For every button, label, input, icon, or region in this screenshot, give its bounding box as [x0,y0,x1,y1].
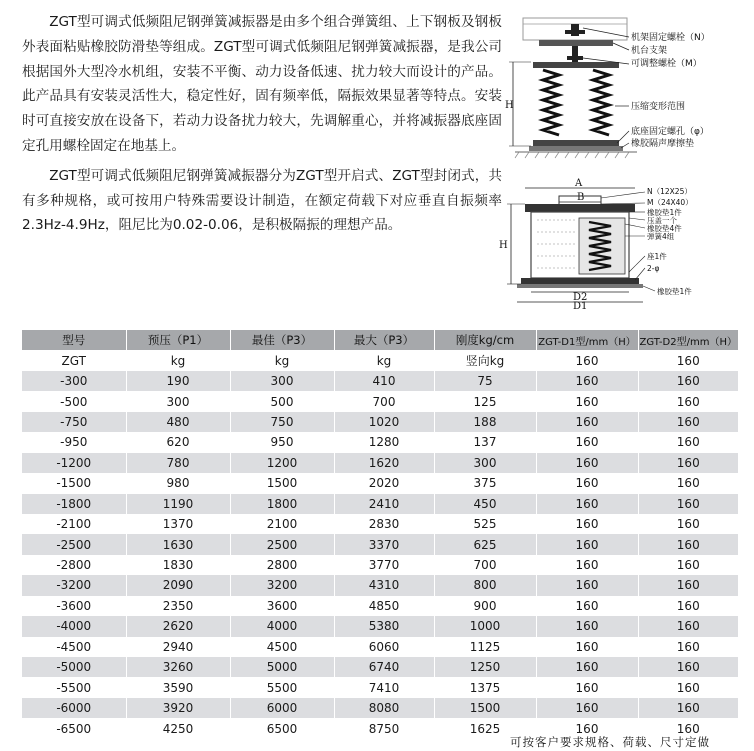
table-row [22,657,738,677]
table-cell: 1375 [434,677,536,697]
table-cell: 900 [434,596,536,616]
table-cell: 4250 [126,718,230,738]
table-cell: 700 [434,555,536,575]
table-cell: 160 [638,698,738,718]
closed-label-springs: 弹簧4组 [647,232,675,241]
table-cell: 160 [638,616,738,636]
table-cell: 160 [536,677,638,697]
table-row [22,698,738,718]
table-cell: 1625 [434,718,536,738]
header-max: 最大（P3） [334,330,434,350]
table-cell: 160 [536,657,638,677]
table-cell: -950 [22,432,126,452]
table-cell: 1020 [334,412,434,432]
table-cell: 375 [434,473,536,493]
table-cell: 8080 [334,698,434,718]
closed-label-bottom-rubber: 橡胶垫1件 [657,287,692,296]
table-row [22,371,738,391]
table-cell: 3260 [126,657,230,677]
table-cell: 160 [638,494,738,514]
table-cell: 160 [536,494,638,514]
table-cell: -2500 [22,534,126,554]
closed-label-holes: 2-φ [647,264,660,273]
spec-table [22,330,738,739]
table-cell: 300 [434,453,536,473]
table-cell: 4000 [230,616,334,636]
table-cell: 160 [638,657,738,677]
custom-order-note: 可按客户要求规格、荷载、尺寸定做 [510,735,710,749]
table-cell: 1280 [334,432,434,452]
table-cell: 160 [536,391,638,411]
table-cell: 1630 [126,534,230,554]
open-label-base-hole: 底座固定螺孔（φ） [631,127,709,137]
table-header-row [22,330,738,350]
table-cell: -1200 [22,453,126,473]
table-cell: 3770 [334,555,434,575]
closed-dim-d1: D1 [573,301,588,310]
table-cell: 800 [434,575,536,595]
table-cell: 160 [536,453,638,473]
closed-label-seat: 座1件 [647,252,667,261]
table-cell: 6060 [334,637,434,657]
table-cell: 160 [536,596,638,616]
table-cell: 950 [230,432,334,452]
table-cell: 2940 [126,637,230,657]
table-cell: 1125 [434,637,536,657]
table-row [22,616,738,636]
table-cell: 160 [638,473,738,493]
table-cell: 160 [536,575,638,595]
table-cell: 2020 [334,473,434,493]
table-cell: 125 [434,391,536,411]
header-optimal: 最佳（P3） [230,330,334,350]
open-label-compression-range: 压缩变形范围 [631,102,686,112]
table-cell: -2800 [22,555,126,575]
table-cell: 5500 [230,677,334,697]
table-cell: 410 [334,371,434,391]
table-cell: 160 [536,514,638,534]
table-cell: 6000 [230,698,334,718]
table-cell: 160 [638,514,738,534]
closed-label-rubber-4: 橡胶垫4件 [647,224,682,233]
table-cell: 1500 [230,473,334,493]
table-cell: 1000 [434,616,536,636]
table-row [22,534,738,554]
table-cell: 3590 [126,677,230,697]
table-cell: kg [334,350,434,370]
table-row [22,677,738,697]
table-cell: 160 [536,473,638,493]
table-cell: 2800 [230,555,334,575]
closed-type-isolator-diagram [497,176,737,310]
table-cell: 4310 [334,575,434,595]
table-cell: kg [230,350,334,370]
table-cell: kg [126,350,230,370]
table-cell: 160 [536,555,638,575]
open-type-isolator-diagram [505,16,737,164]
intro-paragraph-2: ZGT型可调式低频阻尼钢弹簧减振器分为ZGT型开启式、ZGT型封闭式，共有多种规格，或可按用户特殊需要设计制造，在额定荷载下对应垂直自振频率2.3Hz-4.9Hz，阻尼比为0.02-0.06，是积极隔振的理想产品。 [22,167,502,234]
table-row [22,514,738,534]
table-cell: 8750 [334,718,434,738]
table-cell: 750 [230,412,334,432]
table-cell: -6500 [22,718,126,738]
header-d2-height: ZGT-D2型/mm（H） [638,330,738,350]
table-cell: 780 [126,453,230,473]
table-cell: 2620 [126,616,230,636]
table-cell: 300 [126,391,230,411]
table-cell: 160 [536,637,638,657]
table-cell: -6000 [22,698,126,718]
header-model: 型号 [22,330,126,350]
table-cell: -5000 [22,657,126,677]
table-cell: 160 [536,698,638,718]
open-dim-h: H [505,100,514,111]
table-cell: -1800 [22,494,126,514]
closed-dim-h: H [499,240,508,251]
table-cell: 1250 [434,657,536,677]
table-cell: 620 [126,432,230,452]
table-cell: 160 [638,453,738,473]
intro-text [22,10,502,238]
table-cell: -2100 [22,514,126,534]
table-cell: -3200 [22,575,126,595]
open-label-adjust-bolt: 可调整螺栓（M） [631,59,702,69]
table-cell: 160 [638,596,738,616]
table-cell: 1800 [230,494,334,514]
table-cell: 160 [536,616,638,636]
table-cell: 75 [434,371,536,391]
table-cell: -750 [22,412,126,432]
table-cell: 2830 [334,514,434,534]
closed-dim-a: A [575,178,583,189]
header-preload: 预压（P1） [126,330,230,350]
table-cell: 6740 [334,657,434,677]
open-label-rubber-pad: 橡胶隔声摩擦垫 [631,139,695,149]
table-cell: 3200 [230,575,334,595]
table-cell: 160 [638,718,738,738]
table-cell: 450 [434,494,536,514]
table-cell: 2410 [334,494,434,514]
table-cell: 700 [334,391,434,411]
table-row [22,391,738,411]
table-cell: 5000 [230,657,334,677]
table-row [22,575,738,595]
table-cell: 160 [638,637,738,657]
table-cell: 3920 [126,698,230,718]
closed-label-n: N（12X25） [647,187,692,196]
table-cell: 160 [536,718,638,738]
table-cell: 160 [638,534,738,554]
table-units-row [22,350,738,370]
table-cell: 2100 [230,514,334,534]
table-row [22,412,738,432]
table-cell: 160 [536,432,638,452]
table-cell: 7410 [334,677,434,697]
table-row [22,637,738,657]
table-cell: 160 [536,350,638,370]
table-cell: 6500 [230,718,334,738]
table-row [22,555,738,575]
table-row [22,494,738,514]
table-cell: -3600 [22,596,126,616]
table-row [22,432,738,452]
table-cell: 300 [230,371,334,391]
table-row [22,596,738,616]
table-cell: 1620 [334,453,434,473]
table-cell: 3370 [334,534,434,554]
table-cell: 4500 [230,637,334,657]
table-cell: -4000 [22,616,126,636]
table-row [22,453,738,473]
table-cell: 480 [126,412,230,432]
table-cell: 160 [638,575,738,595]
table-cell: 137 [434,432,536,452]
closed-dim-d2: D2 [573,292,588,303]
table-cell: 2500 [230,534,334,554]
table-cell: 980 [126,473,230,493]
table-cell: 625 [434,534,536,554]
table-row [22,473,738,493]
table-cell: 1190 [126,494,230,514]
table-cell: 160 [638,555,738,575]
table-cell: 190 [126,371,230,391]
table-cell: 525 [434,514,536,534]
table-cell: 160 [638,350,738,370]
table-cell: ZGT [22,350,126,370]
table-cell: 5380 [334,616,434,636]
table-cell: 2350 [126,596,230,616]
closed-label-cap: 压盖一个 [647,216,677,225]
table-cell: 160 [536,412,638,432]
table-cell: 188 [434,412,536,432]
table-cell: 4850 [334,596,434,616]
open-label-frame-bolt: 机架固定螺栓（N） [631,33,710,43]
table-cell: 1370 [126,514,230,534]
closed-label-rubber-1: 橡胶垫1件 [647,208,682,217]
table-cell: 160 [638,371,738,391]
table-cell: 1200 [230,453,334,473]
table-cell: 160 [536,371,638,391]
table-cell: 160 [536,534,638,554]
closed-label-m: M（24X40） [647,198,693,207]
table-cell: 2090 [126,575,230,595]
table-cell: 1500 [434,698,536,718]
table-cell: 160 [638,391,738,411]
table-cell: -5500 [22,677,126,697]
table-cell: 3600 [230,596,334,616]
table-cell: 160 [638,677,738,697]
closed-dim-b: B [577,192,585,203]
table-cell: -500 [22,391,126,411]
table-cell: -300 [22,371,126,391]
table-cell: 160 [638,412,738,432]
table-cell: 160 [638,432,738,452]
table-cell: 竖向kg [434,350,536,370]
open-label-machine-support: 机台支架 [631,46,668,56]
intro-paragraph-1: ZGT型可调式低频阻尼钢弹簧减振器是由多个组合弹簧组、上下钢板及钢板外表面粘贴橡胶防滑垫等组成。ZGT型可调式低频阻尼钢弹簧减振器，是我公司根据国外大型冷水机组，安装不平衡、动力设备低速、扰力较大而设计的产品。此产品具有安装灵活性大，稳定性好，固有频率低，隔振效果显著等特点。安装时可直接安放在设备下，若动力设备扰力较大，先调解重心，并将减振器底座固定孔用螺栓固定在地基上。 [22,14,502,154]
header-d1-height: ZGT-D1型/mm（H） [536,330,638,350]
table-cell: -4500 [22,637,126,657]
table-cell: 500 [230,391,334,411]
table-cell: -1500 [22,473,126,493]
header-stiffness: 刚度kg/cm [434,330,536,350]
table-cell: 1830 [126,555,230,575]
